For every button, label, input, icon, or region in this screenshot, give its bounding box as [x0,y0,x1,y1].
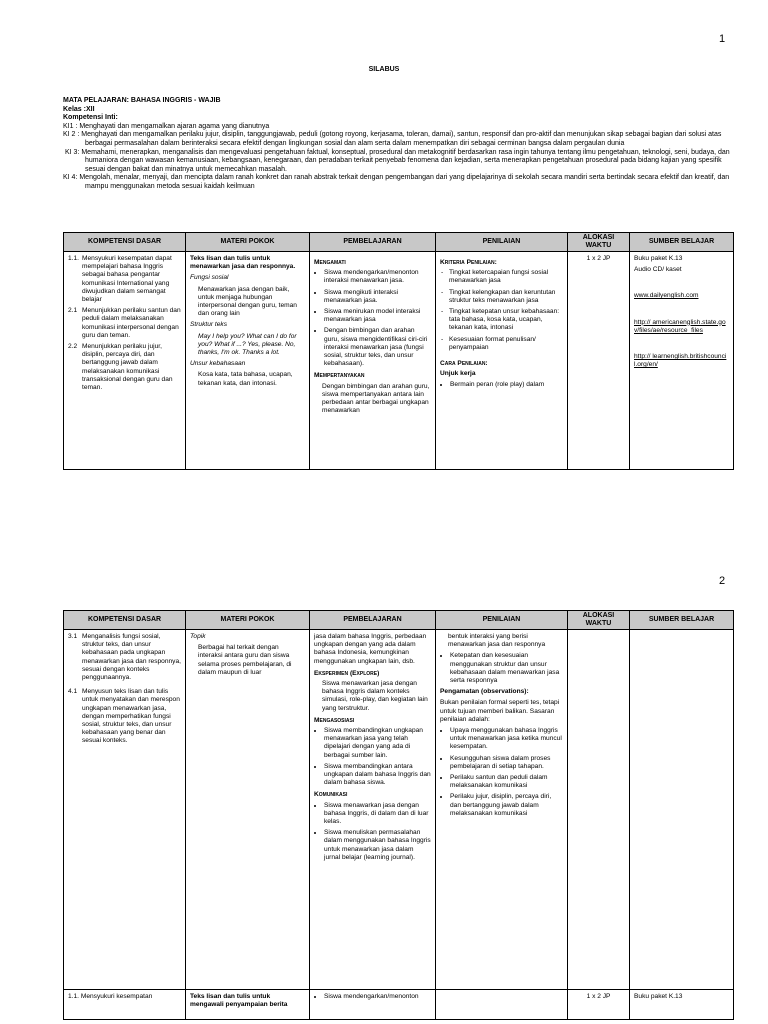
header-penilaian: PENILAIAN [436,611,568,630]
document-header [63,97,733,192]
table-row [64,630,734,990]
penilaian-cell [436,990,568,1020]
penilaian-cell: Kriteria Penilaian: - Tingkat ketercapaian fungsi sosial menawarkan jasa - Tingkat kelengkapan dan keruntutan struktur teks menawarkan jasa - Tingkat ketepatan unsur kebahasaan: tata bahasa, kosa kata, ucapan, tekanan kata, intonasi - Kesesuaian format penulisan/ penyampaian Cara Penilaian: Unjuk kerja • Bermain peran (role play) dalam [436,252,568,470]
alokasi-cell: 1 x 2 JP [568,990,630,1020]
header-sumber: SUMBER BELAJAR [630,611,734,630]
page-number: 1 [719,33,726,45]
page-number-2: 2 [719,575,726,587]
table-header-row [64,233,734,252]
table-header-row [64,611,734,630]
core-competence-label: Kompetensi Inti: [63,114,118,122]
link-learnenglish[interactable]: http:// learnenglish.britishcounci l.org/en/ [634,353,727,369]
link-dailyenglish[interactable]: www.dailyenglish.com [634,292,699,300]
header-penilaian: PENILAIAN [436,233,568,252]
header-pembelajaran: PEMBELAJARAN [310,611,436,630]
header-materi: MATERI POKOK [186,611,310,630]
header-kd: KOMPETENSI DASAR [64,233,186,252]
class-label: Kelas :XII [63,105,95,113]
sumber-cell [630,630,734,990]
syllabus-table-2 [63,610,734,1020]
page-title: SILABUS [368,66,400,73]
table-row [64,252,734,470]
ki-3: KI 3: Memahami, menerapkan, menganalisis dan mengevaluasi pengetahuan faktual, konseptual, prosedural dan metakognitif berdasarkan rasa ingin tahunya tentang ilmu pengetahuan, teknologi, seni, budaya, dan humaniora dengan wawasan kemanusiaan, kebangsaan, kenegaraan, dan peradaban terkait penyebab fenomena dan kejadian, serta menerapkan pengetahuan prosedural pada bidang kajian yang spesifik sesuai dengan bakat dan minatnya untuk memecahkan masalah. [65,148,730,173]
materi-cell: Teks lisan dan tulis untuk mengawali penyampaian berita [186,990,310,1020]
ki-2: KI 2 : Menghayati dan mengamalkan perilaku jujur, disiplin, tanggungjawab, peduli (gotong royong, kerjasama, toleran, damai), santun, responsif dan pro-aktif dan menunjukan sikap sebagai bagian dari solusi atas berbagai permasalahan dalam berinteraksi secara efektif dengan lingkungan sosial dan alam serta dalam menempatkan diri sebagai cerminan bangsa dalam pergaulan dunia [63,131,722,147]
alokasi-cell: 1 x 2 JP [568,252,630,470]
ki-4: KI 4: Mengolah, menalar, menyaji, dan mencipta dalam ranah konkret dan ranah abstrak terkait dengan pengembangan dari yang dipelajarinya di sekolah secara mandiri serta bertindak secara efektif dan kreatif, dan mampu menggunakan metoda sesuai kaidah keilmuan [63,174,730,190]
penilaian-cell: bentuk interaksi yang berisi menawarkan jasa dan responnya • Ketepatan dan kesesuaian menggunakan struktur dan unsur kebahasaan dalam menawarkan jasa serta responnya Pengamatan (observations): Bukan penilaian formal seperti tes, tetapi untuk tujuan memberi balikan. Sasaran penilaian adalah: • Upaya menggunakan bahasa Inggris untuk menawarkan jasa ketika muncul kesempatan. • Kesungguhan siswa dalam proses pembelajaran di setiap tahapan. • Perilaku santun dan peduli dalam melaksanakan komunikasi • Perilaku jujur, disiplin, percaya diri, dan bertanggung jawab dalam melaksanakan komunikasi [436,630,568,990]
materi-cell: Teks lisan dan tulis untuk menawarkan jasa dan responnya. Fungsi sosial Menawarkan jasa dengan baik, untuk menjaga hubungan interpersonal dengan guru, teman dan orang lain Struktur teks May I help you? What can I do for you? What if ...? Yes, please. No, thanks, I'm ok. Thanks a lot. Unsur kebahasaan Kosa kata, tata bahasa, ucapan, tekanan kata, dan intonasi. [186,252,310,470]
kd-cell: 1.1. Mensyukuri kesempatan [64,990,186,1020]
link-americanenglish[interactable]: http:// americanenglish.state.go v/files/ae/resource_files [634,318,726,334]
sumber-cell: Buku paket K.13 Audio CD/ kaset www.dailyenglish.com http:// americanenglish.state.go v/files/ae/resource_files http:// learnenglish.britishcounci l.org/en/ [630,252,734,470]
header-sumber: SUMBER BELAJAR [630,233,734,252]
pembelajaran-cell: Mengamati • Siswa mendengarkan/menonton interaksi menawarkan jasa. • Siswa mengikuti interaksi menawarkan jasa. • Siswa menirukan model interaksi menawarkan jasa • Dengan bimbingan dan arahan guru, siswa mengidentifikasi ciri-ciri interaksi menawarkan jasa (fungsi sosial, struktur teks, dan unsur kebahasaan). Mempertanyakan Dengan bimbingan dan arahan guru, siswa mempertanyakan antara lain perbedaan antar berbagai ungkapan menawarkan [310,252,436,470]
header-pembelajaran: PEMBELAJARAN [310,233,436,252]
table-row [64,990,734,1020]
header-alokasi: ALOKASI WAKTU [568,233,630,252]
kd-cell: 1.1. Mensyukuri kesempatan dapat mempelajari bahasa Inggris sebagai bahasa pengantar komunikasi International yang diwujudkan dalam semangat belajar 2.1 Menunjukkan perilaku santun dan peduli dalam melaksanakan komunikasi interpersonal dengan guru dan teman. 2.2 Menunjukkan perilaku jujur, disiplin, percaya diri, dan bertanggung jawab dalam melaksanakan komunikasi transaksional dengan guru dan teman. [64,252,186,470]
sumber-cell: Buku paket K.13 [630,990,734,1020]
header-kd: KOMPETENSI DASAR [64,611,186,630]
subject-label: MATA PELAJARAN: BAHASA INGGRIS - WAJIB [63,97,221,104]
materi-cell: Topik Berbagai hal terkait dengan interaksi antara guru dan siswa selama proses pembelajaran, di dalam maupun di luar [186,630,310,990]
syllabus-table-1 [63,232,734,470]
header-materi: MATERI POKOK [186,233,310,252]
header-alokasi: ALOKASI WAKTU [568,611,630,630]
ki-1: KI1 : Menghayati dan mengamalkan ajaran agama yang dianutnya [63,122,270,130]
pembelajaran-cell: jasa dalam bahasa Inggris, perbedaan ungkapan dengan yang ada dalam bahasa Indonesia, kemungkinan menggunakan ungkapan lain, dsb. Eksperimen (Explore) Siswa menawarkan jasa dengan bahasa Inggris dalam konteks simulasi, role-play, dan kegiatan lain yang terstruktur. Mengasosiasi • Siswa membandingkan ungkapan menawarkan jasa yang telah dipelajari dengan yang ada di berbagai sumber lain. • Siswa membandingkan antara ungkapan dalam bahasa Inggris dan dalam bahasa siswa. Komunikasi • Siswa menawarkan jasa dengan bahasa Inggris, di dalam dan di luar kelas. • Siswa menuliskan permasalahan dalam menggunakan bahasa Inggris untuk menawarkan jasa dalam jurnal belajar (learning journal). [310,630,436,990]
pembelajaran-cell: • Siswa mendengarkan/menonton [310,990,436,1020]
kd-cell: 3.1 Menganalisis fungsi sosial, struktur teks, dan unsur kebahasaan pada ungkapan menawarkan jasa dan responnya, sesuai dengan konteks penggunaannya. 4.1 Menyusun teks lisan dan tulis untuk menyatakan dan merespon ungkapan menawarkan jasa, dengan memperhatikan fungsi sosial, struktur teks, dan unsur kebahasaan yang benar dan sesuai konteks. [64,630,186,990]
alokasi-cell [568,630,630,990]
